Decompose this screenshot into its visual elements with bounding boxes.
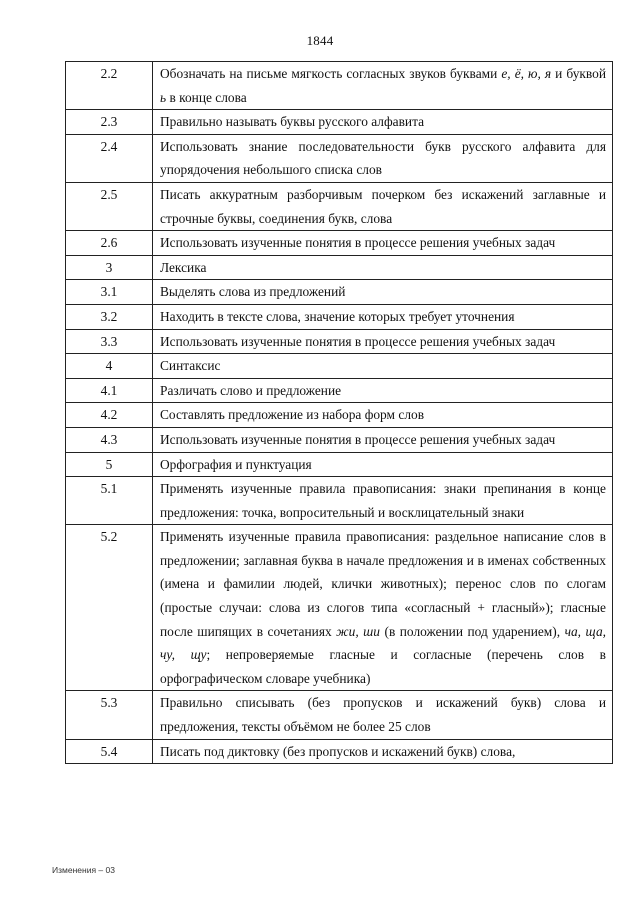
table-row <box>66 739 613 764</box>
table-row <box>66 403 613 428</box>
row-description: Составлять предложение из набора форм слов <box>153 403 613 428</box>
row-description: Лексика <box>153 255 613 280</box>
row-number: 2.6 <box>66 231 153 256</box>
table-row <box>66 477 613 525</box>
table-row <box>66 231 613 256</box>
table-row <box>66 378 613 403</box>
row-number: 2.3 <box>66 110 153 135</box>
row-description: Использовать изученные понятия в процессе решения учебных задач <box>153 231 613 256</box>
row-number: 2.5 <box>66 182 153 230</box>
row-description: Писать под диктовку (без пропусков и искажений букв) слова, <box>153 739 613 764</box>
table-body <box>66 62 613 764</box>
row-number: 4.3 <box>66 427 153 452</box>
row-number: 2.4 <box>66 134 153 182</box>
row-number: 5.2 <box>66 525 153 691</box>
table-row <box>66 182 613 230</box>
row-description: Писать аккуратным разборчивым почерком без искажений заглавные и строчные буквы, соединения букв, слова <box>153 182 613 230</box>
row-number: 3.3 <box>66 329 153 354</box>
table-row <box>66 62 613 110</box>
table-row <box>66 280 613 305</box>
footer-revision: Изменения – 03 <box>52 865 115 875</box>
page-number: 1844 <box>306 33 334 48</box>
row-description: Использовать изученные понятия в процессе решения учебных задач <box>153 329 613 354</box>
table-row <box>66 329 613 354</box>
row-number: 5.3 <box>66 691 153 739</box>
row-description: Находить в тексте слова, значение которых требует уточнения <box>153 304 613 329</box>
table-row <box>66 452 613 477</box>
row-number: 4 <box>66 354 153 379</box>
table-row <box>66 525 613 691</box>
row-number: 5.4 <box>66 739 153 764</box>
table-row <box>66 110 613 135</box>
row-description: Использовать знание последовательности букв русского алфавита для упорядочения небольшого списка слов <box>153 134 613 182</box>
row-description: Синтаксис <box>153 354 613 379</box>
row-description: Различать слово и предложение <box>153 378 613 403</box>
table-row <box>66 427 613 452</box>
row-description: Использовать изученные понятия в процессе решения учебных задач <box>153 427 613 452</box>
row-number: 3.1 <box>66 280 153 305</box>
row-description: Обозначать на письме мягкость согласных звуков буквами е, ё, ю, я и буквой ь в конце слова <box>153 62 613 110</box>
row-number: 4.2 <box>66 403 153 428</box>
row-number: 3.2 <box>66 304 153 329</box>
row-number: 3 <box>66 255 153 280</box>
row-description: Выделять слова из предложений <box>153 280 613 305</box>
table-row <box>66 304 613 329</box>
requirements-table <box>65 61 613 764</box>
row-description: Правильно называть буквы русского алфавита <box>153 110 613 135</box>
row-number: 2.2 <box>66 62 153 110</box>
table-row <box>66 134 613 182</box>
row-description: Орфография и пунктуация <box>153 452 613 477</box>
row-description: Правильно списывать (без пропусков и искажений букв) слова и предложения, тексты объёмом не более 25 слов <box>153 691 613 739</box>
row-number: 5 <box>66 452 153 477</box>
row-description: Применять изученные правила правописания: раздельное написание слов в предложении; заглавная буква в начале предложения и в именах собственных (имена и фамилии людей, клички животных); перенос слов по слогам (простые случаи: слова из слогов типа «согласный + гласный»); гласные после шипящих в сочетаниях жи, ши (в положении под ударением), ча, ща, чу, щу; непроверяемые гласные и согласные (перечень слов в орфографическом словаре учебника) <box>153 525 613 691</box>
row-description: Применять изученные правила правописания: знаки препинания в конце предложения: точка, вопросительный и восклицательный знаки <box>153 477 613 525</box>
table-row <box>66 255 613 280</box>
table-row <box>66 354 613 379</box>
row-number: 4.1 <box>66 378 153 403</box>
table-row <box>66 691 613 739</box>
row-number: 5.1 <box>66 477 153 525</box>
